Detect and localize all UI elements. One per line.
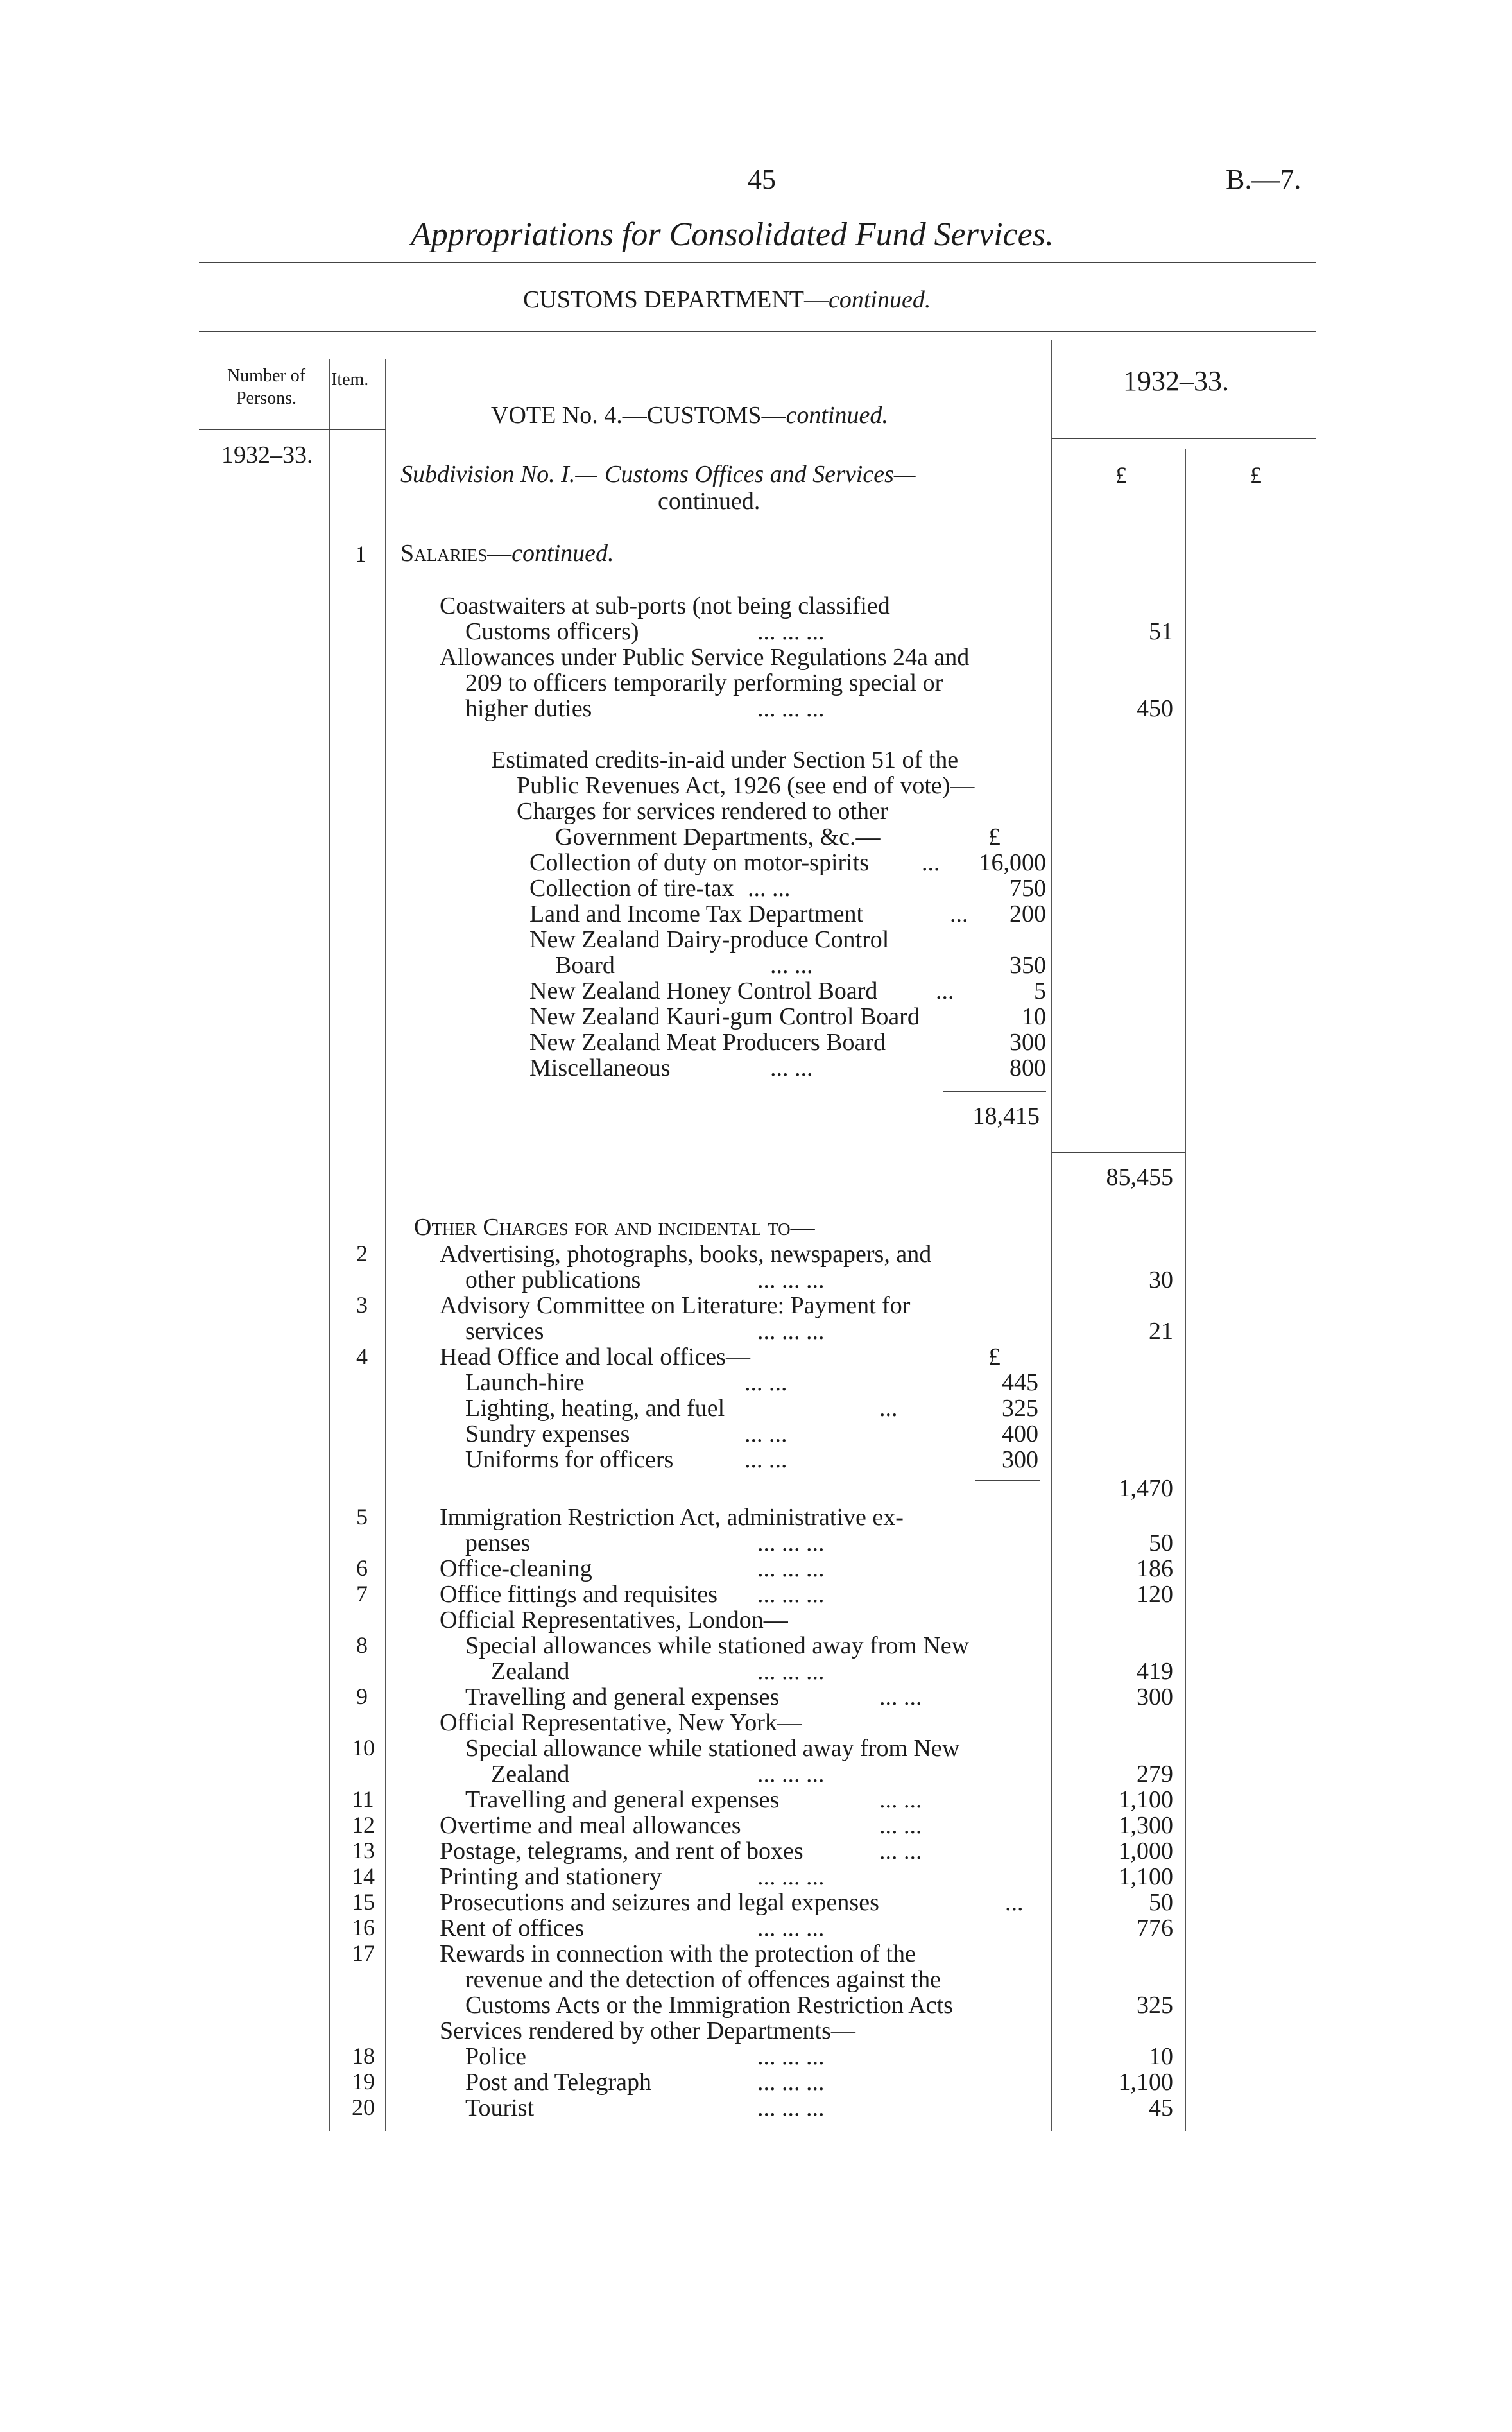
charge-line: revenue and the detection of offences against the (465, 1966, 941, 1993)
charge-line: Zealand (491, 1761, 570, 1788)
department-name: CUSTOMS DEPARTMENT— (523, 286, 829, 313)
leader-dots: ... ... ... (757, 1266, 825, 1293)
charge-line: Head Office and local offices— (440, 1343, 750, 1370)
credit-item: New Zealand Honey Control Board (529, 978, 878, 1005)
charge-line: Advertising, photographs, books, newspapers, and (440, 1241, 932, 1268)
currency-left: £ (1115, 462, 1127, 488)
leader-dots: ... ... (744, 1369, 787, 1396)
amount: 10 (1149, 2043, 1173, 2070)
charge-line: Postage, telegrams, and rent of boxes (440, 1838, 803, 1865)
leader-dots: ... ... ... (757, 1530, 825, 1557)
item-number: 8 (356, 1632, 368, 1658)
credits-total: 18,415 (972, 1103, 1040, 1130)
credit-amount: 750 (1009, 875, 1046, 902)
persons-year: 1932–33. (221, 442, 313, 469)
subdivision-continued: continued. (658, 488, 760, 515)
credit-amount: 5 (1034, 978, 1046, 1005)
charge-group-heading: Services rendered by other Departments— (440, 2017, 855, 2044)
credit-amount: 350 (1009, 952, 1046, 979)
charge-line: Customs Acts or the Immigration Restriction Acts (465, 1992, 953, 2019)
amount: 186 (1137, 1555, 1173, 1582)
amount: 1,100 (1118, 2069, 1173, 2096)
leader-dots: ... ... (879, 1684, 922, 1711)
charge-subline: Lighting, heating, and fuel (465, 1395, 725, 1422)
subdivision-label (400, 462, 916, 487)
item-number: 12 (352, 1812, 375, 1838)
item-number: 18 (352, 2043, 375, 2069)
subdivision-title: Customs Offices and Services— (605, 461, 916, 488)
amount: 50 (1149, 1530, 1173, 1557)
credit-item: Land and Income Tax Department (529, 901, 863, 927)
salaries-subtotal: 85,455 (1106, 1164, 1173, 1191)
charge-line: Travelling and general expenses (465, 1684, 780, 1711)
amount: 50 (1149, 1889, 1173, 1916)
leader-dots: ... ... (748, 875, 791, 902)
amount: 45 (1149, 2094, 1173, 2121)
salary-line: Customs officers) (465, 618, 639, 645)
charge-line: Advisory Committee on Literature: Payment for (440, 1292, 911, 1319)
header-rule (199, 331, 1316, 332)
page-title: Appropriations for Consolidated Fund Services. (411, 216, 1054, 253)
item-number: 2 (356, 1241, 368, 1266)
leader-dots: ... ... ... (757, 1658, 825, 1685)
leader-dots: ... ... ... (757, 1318, 825, 1345)
charge-line: Special allowance while stationed away from New (465, 1735, 960, 1762)
charge-line: Immigration Restriction Act, administrative ex- (440, 1504, 904, 1531)
leader-dots: ... ... ... (757, 2094, 825, 2121)
charge-line: Special allowances while stationed away from New (465, 1632, 970, 1659)
charge-line: Printing and stationery (440, 1863, 662, 1890)
item-number: 16 (352, 1915, 375, 1940)
amount: 30 (1149, 1266, 1173, 1293)
charge-subline: Sundry expenses (465, 1420, 630, 1447)
salaries-continued: continued. (511, 540, 614, 567)
item-number: 19 (352, 2069, 375, 2094)
leader-dots: ... ... ... (757, 2069, 825, 2096)
vote-title (491, 403, 888, 427)
item-number: 17 (352, 1940, 375, 1966)
leader-dots: ... (1005, 1889, 1024, 1916)
amount: 1,300 (1118, 1812, 1173, 1839)
salary-line: higher duties (465, 695, 592, 722)
subdivision-dash: — (575, 461, 597, 488)
item-number: 14 (352, 1863, 375, 1889)
salaries-heading (400, 541, 614, 565)
leader-dots: ... ... ... (757, 1863, 825, 1890)
amount: 1,100 (1118, 1786, 1173, 1813)
charge-line: Tourist (465, 2094, 535, 2121)
charge-line: services (465, 1318, 544, 1345)
other-charges-heading: Other Charges for and incidental to— (414, 1214, 815, 1241)
currency-right: £ (1250, 462, 1262, 488)
column-rule-text (1051, 340, 1052, 2131)
amount: 120 (1137, 1581, 1173, 1608)
credits-intro: Charges for services rendered to other (517, 798, 888, 825)
amount: 1,000 (1118, 1838, 1173, 1865)
salary-line: Allowances under Public Service Regulations 24a and (440, 644, 970, 671)
sub-amount: 400 (1002, 1420, 1038, 1447)
leader-dots: ... ... ... (757, 1555, 825, 1582)
item-number: 5 (356, 1504, 368, 1530)
item-number: 7 (356, 1581, 368, 1607)
credit-amount: 200 (1009, 901, 1046, 927)
department-continued: continued. (828, 286, 931, 313)
charge-line: Overtime and meal allowances (440, 1812, 741, 1839)
year-header-rule (1052, 438, 1316, 439)
leader-dots: ... ... ... (757, 1915, 825, 1942)
leader-dots: ... ... ... (757, 1581, 825, 1608)
item-number: 9 (356, 1684, 368, 1709)
sub-amount: 445 (1002, 1369, 1038, 1396)
charge-line: Police (465, 2043, 526, 2070)
item-number: 20 (352, 2094, 375, 2120)
amount: 21 (1149, 1318, 1173, 1345)
charge-line: Prosecutions and seizures and legal expenses (440, 1889, 879, 1916)
subtotal-rule (1052, 1152, 1185, 1153)
leader-dots: ... ... (744, 1420, 787, 1447)
department-heading (523, 288, 931, 312)
vote-title-text: VOTE No. 4.—CUSTOMS— (491, 402, 786, 429)
credit-amount: 10 (1022, 1003, 1046, 1030)
number-of-persons-header: Number of Persons. (227, 366, 306, 408)
charge-subline: Launch-hire (465, 1369, 585, 1396)
charge-group-heading: Official Representative, New York— (440, 1709, 802, 1736)
sub-amount: 300 (1002, 1446, 1038, 1473)
leader-dots: ... ... (770, 1055, 813, 1082)
leader-dots: ... ... ... (757, 2043, 825, 2070)
charge-line: Travelling and general expenses (465, 1786, 780, 1813)
credits-intro: Estimated credits-in-aid under Section 51 of the (491, 746, 959, 773)
charge-line: Office-cleaning (440, 1555, 592, 1582)
credit-item-continued: Board (555, 952, 615, 979)
credit-item: Collection of duty on motor-spirits (529, 849, 870, 876)
leader-dots: ... (950, 901, 968, 927)
leader-dots: ... ... (744, 1446, 787, 1473)
charge-line: Rent of offices (440, 1915, 585, 1942)
credit-item: New Zealand Kauri-gum Control Board (529, 1003, 920, 1030)
charge-currency: £ (988, 1343, 1001, 1370)
amount: 419 (1137, 1658, 1173, 1685)
document-reference: B.—7. (1226, 164, 1302, 195)
sub-amount: 325 (1002, 1395, 1038, 1422)
subdivision-number: Subdivision No. I. (400, 461, 576, 488)
charge-line: Office fittings and requisites (440, 1581, 718, 1608)
sub-total-rule (975, 1480, 1040, 1481)
item-number: 10 (352, 1735, 375, 1761)
item-number: 3 (356, 1292, 368, 1318)
amount: 325 (1137, 1992, 1173, 2019)
amount: 1,470 (1118, 1475, 1173, 1502)
credits-intro: Public Revenues Act, 1926 (see end of vote)— (517, 772, 975, 799)
item-number: 15 (352, 1889, 375, 1915)
amount: 776 (1137, 1915, 1173, 1942)
charge-line: Rewards in connection with the protection of the (440, 1940, 916, 1967)
charge-line: Post and Telegraph (465, 2069, 652, 2096)
item-number: 1 (355, 541, 366, 567)
charge-group-heading: Official Representatives, London— (440, 1607, 788, 1634)
amount: 300 (1137, 1684, 1173, 1711)
charge-line: penses (465, 1530, 531, 1557)
leader-dots: ... (879, 1395, 898, 1422)
title-rule (199, 262, 1316, 263)
item-header: Item. (331, 370, 369, 390)
leader-dots: ... ... ... (757, 695, 825, 722)
leader-dots: ... ... ... (757, 618, 825, 645)
amount: 1,100 (1118, 1863, 1173, 1890)
credit-item: Miscellaneous (529, 1055, 671, 1082)
credit-item: New Zealand Meat Producers Board (529, 1029, 886, 1056)
charge-line: other publications (465, 1266, 641, 1293)
credit-item: New Zealand Dairy-produce Control (529, 926, 889, 953)
credit-amount: 300 (1009, 1029, 1046, 1056)
charge-subline: Uniforms for officers (465, 1446, 674, 1473)
amount: 279 (1137, 1761, 1173, 1788)
column-rule-item (385, 359, 386, 2131)
leader-dots: ... (922, 849, 940, 876)
credit-item: Collection of tire-tax (529, 875, 734, 902)
leader-dots: ... ... ... (757, 1761, 825, 1788)
salary-line: Coastwaiters at sub-ports (not being classified (440, 592, 890, 619)
leader-dots: ... ... (770, 952, 813, 979)
column-rule-persons (329, 359, 330, 2131)
persons-header-rule (199, 429, 329, 430)
leader-dots: ... ... (879, 1838, 922, 1865)
credits-total-rule (943, 1091, 1046, 1092)
credit-amount: 16,000 (979, 849, 1046, 876)
item-number: 6 (356, 1555, 368, 1581)
leader-dots: ... ... (879, 1786, 922, 1813)
amount: 51 (1149, 618, 1173, 645)
year-header: 1932–33. (1123, 365, 1229, 397)
leader-dots: ... ... (879, 1812, 922, 1839)
vote-title-continued: continued. (786, 402, 888, 429)
item-number: 13 (352, 1838, 375, 1863)
salary-line: 209 to officers temporarily performing special or (465, 669, 943, 696)
credit-amount: 800 (1009, 1055, 1046, 1082)
page-number: 45 (748, 164, 776, 195)
charge-line: Zealand (491, 1658, 570, 1685)
item-number: 11 (352, 1786, 374, 1812)
item-number: 4 (356, 1343, 368, 1369)
credits-intro: Government Departments, &c.— (555, 824, 881, 850)
salaries-label: Salaries— (400, 540, 512, 567)
item-header-rule (329, 429, 386, 430)
amount: 450 (1137, 695, 1173, 722)
column-rule-amount (1185, 449, 1186, 2131)
credits-currency: £ (988, 824, 1001, 850)
leader-dots: ... (936, 978, 954, 1005)
